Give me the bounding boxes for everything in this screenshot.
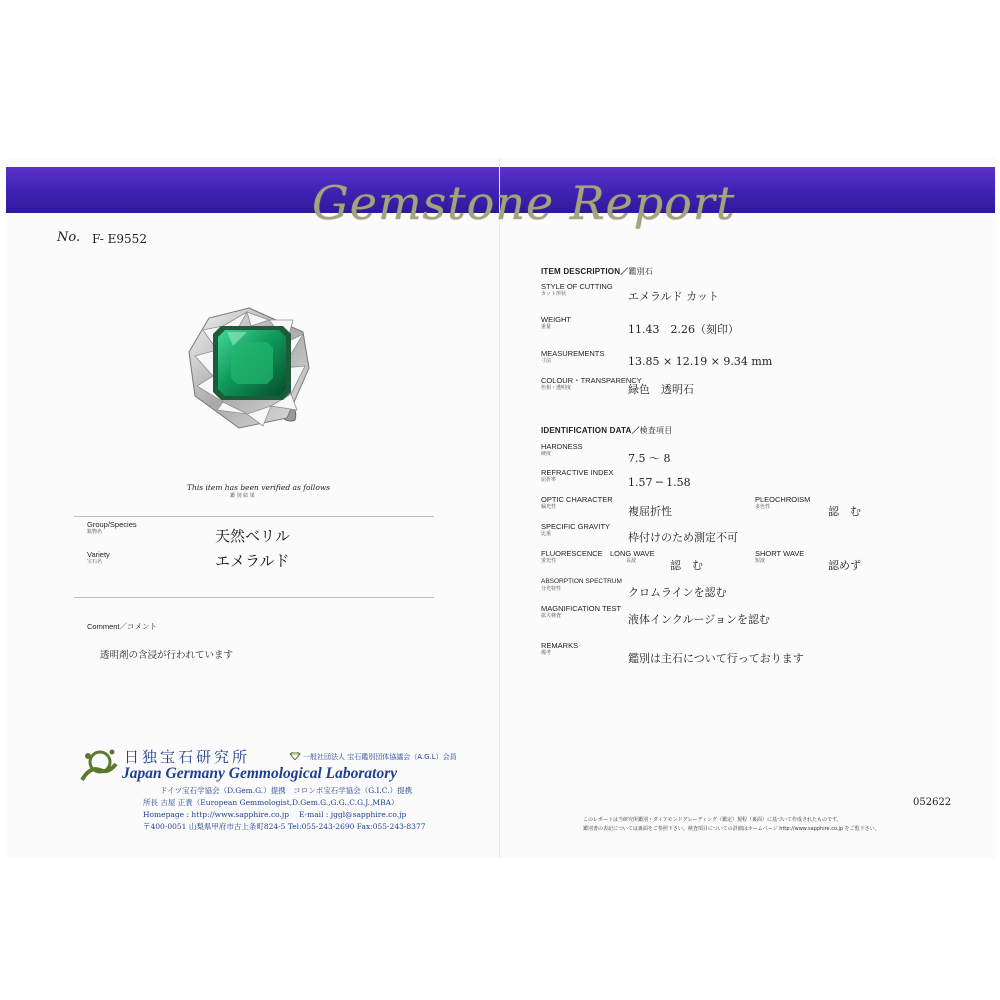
measurements-label: MEASUREMENTS xyxy=(541,349,605,358)
emerald-ring-photo xyxy=(187,306,313,430)
magnification-label: MAGNIFICATION TEST xyxy=(541,604,622,613)
lab-name-jp: 日独宝石研究所 xyxy=(124,748,251,766)
comment-label: Comment／コメント xyxy=(87,622,158,631)
absorption-value: クロムラインを認む xyxy=(628,586,727,599)
colour-jp: 色相・透明度 xyxy=(541,385,572,391)
optic-label: OPTIC CHARACTER xyxy=(541,495,613,504)
lab-name-en: Japan Germany Gemmological Laboratory xyxy=(122,765,398,782)
sg-jp: 比重 xyxy=(541,531,552,537)
weight-value: 11.43 2.26（刻印） xyxy=(628,323,739,336)
magnification-jp: 拡大検査 xyxy=(541,613,562,619)
lab-address: 〒400-0051 山梨県甲府市古上条町824-5 Tel:055-243-2690 Fax:055-243-8377 xyxy=(143,822,426,831)
sg-value: 枠付けのため測定不可 xyxy=(628,531,738,544)
weight-label: WEIGHT xyxy=(541,315,571,324)
pleochroism-value: 認 む xyxy=(828,505,861,518)
weight-jp: 重量 xyxy=(541,324,552,330)
long-wave-jp: 長波 xyxy=(626,558,637,564)
item-description-heading: ITEM DESCRIPTION／鑑別石 xyxy=(541,267,654,276)
absorption-label: ABSORPTION SPECTRUM xyxy=(541,578,622,585)
cutting-jp: カット形状 xyxy=(541,291,566,297)
species-bottom-line xyxy=(74,597,434,598)
footnote-line-1: このレポートは当研究所鑑別・ダイアモンドグレーディング（鑑定）規程（裏面）に基づいて作成されたものです。 xyxy=(583,817,842,823)
sg-label: SPECIFIC GRAVITY xyxy=(541,522,611,531)
agl-membership: 一般社団法人 宝石鑑別団体協議会（A.G.L）会員 xyxy=(303,753,457,761)
verified-text: This item has been verified as follows xyxy=(187,483,331,492)
remarks-value: 鑑別は主石について行っております xyxy=(628,652,804,665)
magnification-value: 液体インクルージョンを認む xyxy=(628,613,771,626)
lab-logo-icon xyxy=(76,744,122,784)
report-no-value: F- E9552 xyxy=(92,232,147,246)
variety-value: エメラルド xyxy=(215,552,290,570)
pleochroism-label: PLEOCHROISM xyxy=(755,495,811,504)
hardness-label: HARDNESS xyxy=(541,442,583,451)
page-fold xyxy=(499,158,500,858)
cutting-label: STYLE OF CUTTING xyxy=(541,282,613,291)
measurements-value: 13.85 × 12.19 × 9.34 mm xyxy=(628,355,773,368)
variety-jp: 宝石名 xyxy=(87,559,103,565)
measurements-jp: 寸法 xyxy=(541,358,552,364)
identification-heading: IDENTIFICATION DATA／検査項目 xyxy=(541,426,673,435)
short-wave-value: 認めず xyxy=(828,559,861,572)
absorption-jp: 分光特性 xyxy=(541,586,562,592)
comment-text: 透明剤の含浸が行われています xyxy=(100,650,234,661)
serial-number: 052622 xyxy=(913,797,952,808)
group-species-label: Group/Species xyxy=(87,520,137,529)
long-wave-value: 認 む xyxy=(670,559,703,572)
footnote-line-2: 鑑別書の表記については裏面をご参照下さい。検査項目についての詳細はホームページ http://www.sapphire.co.jp をご覧下さい。 xyxy=(583,826,880,832)
group-species-value: 天然ベリル xyxy=(215,527,291,545)
lab-affiliations: ドイツ宝石学協会（D.Gem.G.）提携 コロンボ宝石学協会（G.I.C.）提携 xyxy=(160,786,413,795)
long-wave-label: LONG WAVE xyxy=(610,549,655,558)
species-top-line xyxy=(74,516,434,517)
remarks-label: REMARKS xyxy=(541,641,579,650)
fluorescence-jp: 蛍光性 xyxy=(541,558,557,564)
variety-label: Variety xyxy=(87,550,110,559)
ri-label: REFRACTIVE INDEX xyxy=(541,468,614,477)
verified-jp: 鑑 別 結 果 xyxy=(230,493,255,499)
hardness-value: 7.5 ～ 8 xyxy=(628,452,671,465)
colour-label: COLOUR・TRANSPARENCY xyxy=(541,376,642,385)
pleochroism-jp: 多色性 xyxy=(755,504,771,510)
lab-director: 所長 古屋 正貴（European Gemmologist,D.Gem.G.,G.G.,C.G.J.,MBA） xyxy=(143,798,399,807)
report-no-label: No. xyxy=(57,230,81,245)
lab-contact: Homepage : http://www.sapphire.co.jp E-mail : jggl@sapphire.co.jp xyxy=(143,810,407,819)
cutting-value: エメラルド カット xyxy=(628,290,720,303)
banner-title: Gemstone Report xyxy=(312,176,736,230)
ri-value: 1.57 ─ 1.58 xyxy=(628,476,691,489)
ri-jp: 屈折率 xyxy=(541,477,557,483)
fluorescence-label: FLUORESCENCE xyxy=(541,549,603,558)
short-wave-jp: 短波 xyxy=(755,558,766,564)
optic-jp: 偏光性 xyxy=(541,504,557,510)
group-species-jp: 鉱物名 xyxy=(87,529,103,535)
short-wave-label: SHORT WAVE xyxy=(755,549,805,558)
colour-value: 緑色 透明石 xyxy=(628,383,694,396)
remarks-jp: 備考 xyxy=(541,650,552,656)
optic-value: 複屈折性 xyxy=(628,505,672,518)
hardness-jp: 硬度 xyxy=(541,451,552,457)
agl-diamond-icon xyxy=(289,752,301,760)
